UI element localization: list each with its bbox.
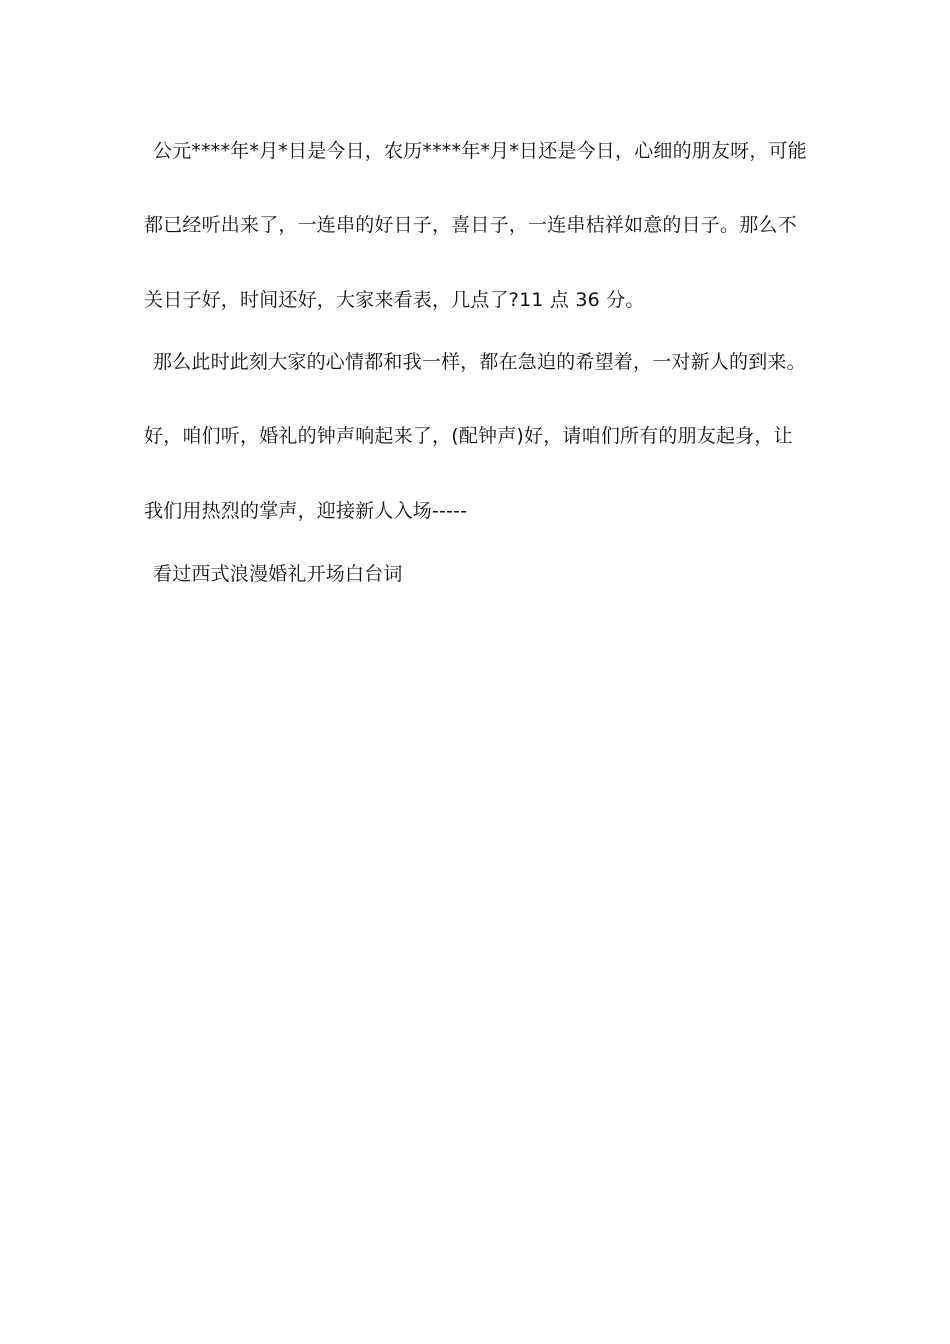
paragraph-2-line-2: 好，咱们听，婚礼的钟声响起来了，(配钟声)好，请咱们所有的朋友起身，让 [144, 425, 793, 447]
paragraph-1-line-2: 都已经听出来了，一连串的好日子，喜日子，一连串桔祥如意的日子。那么不 [144, 214, 797, 236]
paragraph-2-line-1: 那么此时此刻大家的心情都和我一样，都在急迫的希望着，一对新人的到来。 [153, 351, 806, 373]
paragraph-1-line-3: 关日子好，时间还好，大家来看表，几点了?11 点 36 分。 [144, 289, 645, 311]
paragraph-3-line-1: 看过西式浪漫婚礼开场白台词 [153, 563, 403, 585]
paragraph-1-line-1: 公元****年*月*日是今日，农历****年*月*日还是今日，心细的朋友呀，可能 [153, 140, 808, 162]
paragraph-2-line-3: 我们用热烈的掌声，迎接新人入场----- [144, 500, 468, 522]
